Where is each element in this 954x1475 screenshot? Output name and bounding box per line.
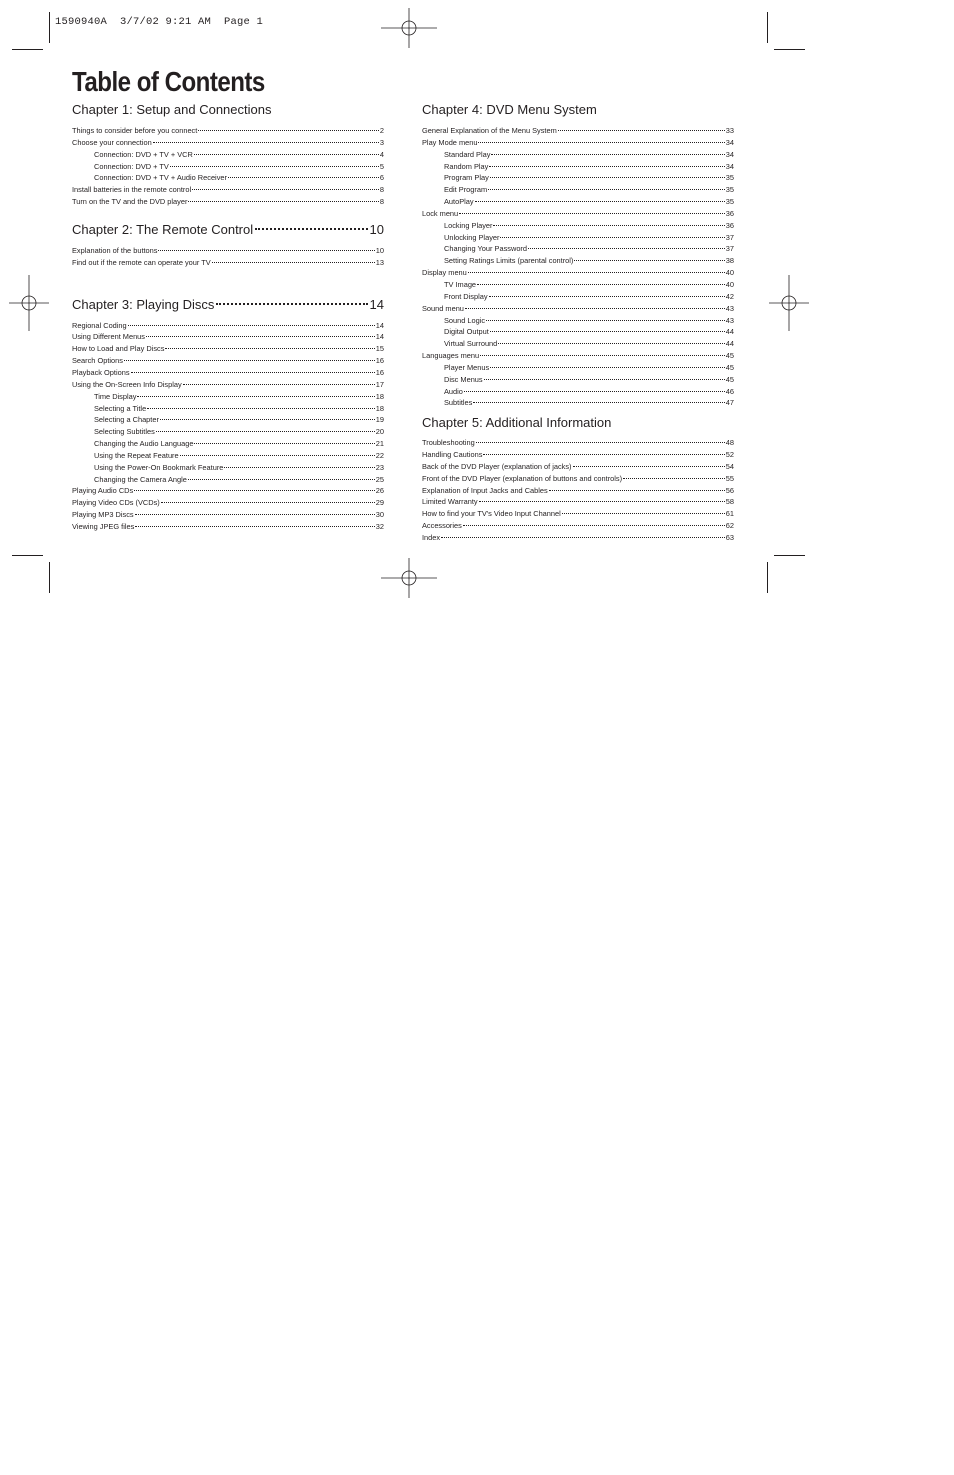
chapter-1-section xyxy=(72,100,384,208)
leader-dots xyxy=(464,391,725,392)
toc-entry-page: 33 xyxy=(725,126,734,135)
toc-entry[interactable] xyxy=(422,303,734,315)
toc-entry[interactable] xyxy=(72,379,384,391)
toc-entry-label: Using the On-Screen Info Display xyxy=(72,379,182,389)
toc-entry-page: 43 xyxy=(725,315,734,325)
toc-entry-page: 63 xyxy=(725,533,734,542)
toc-entry-label: Turn on the TV and the DVD player xyxy=(72,197,188,207)
toc-entry-label: Standard Play xyxy=(444,149,491,159)
toc-entry-page: 14 xyxy=(375,332,384,342)
toc-entry[interactable] xyxy=(422,137,734,149)
toc-entry-page: 35 xyxy=(725,173,734,183)
toc-entry-label: AutoPlay xyxy=(444,197,474,207)
leader-dots xyxy=(198,130,379,131)
toc-entry-label: Random Play xyxy=(444,161,489,171)
toc-entry[interactable] xyxy=(72,331,384,343)
toc-entry-page: 8 xyxy=(379,185,384,195)
leader-dots xyxy=(146,336,375,337)
leader-dots xyxy=(147,408,375,409)
leader-dots xyxy=(183,384,375,385)
toc-entry-label: Display menu xyxy=(422,268,467,278)
toc-entry[interactable] xyxy=(422,485,734,497)
toc-entry-page: 21 xyxy=(375,439,384,449)
toc-entry-label: TV Image xyxy=(444,279,477,289)
toc-entry-label: Audio xyxy=(444,386,463,396)
leader-dots xyxy=(500,237,724,238)
toc-entry[interactable] xyxy=(72,509,384,521)
toc-entry[interactable] xyxy=(422,172,734,184)
toc-entry[interactable] xyxy=(422,196,734,208)
toc-entry[interactable] xyxy=(422,508,734,520)
leader-dots xyxy=(465,308,725,309)
toc-entry-label: Edit Program xyxy=(444,185,488,195)
toc-entry-label: Front of the DVD Player (explanation of buttons and controls) xyxy=(422,473,623,483)
toc-entry[interactable] xyxy=(422,461,734,473)
chapter-2-section xyxy=(72,220,384,269)
leader-dots xyxy=(153,142,379,143)
toc-entry-label: Time Display xyxy=(94,391,137,401)
registration-mark-icon xyxy=(381,550,437,606)
toc-entry-label: Front Display xyxy=(444,291,488,301)
leader-dots xyxy=(491,154,724,155)
toc-entry[interactable] xyxy=(72,485,384,497)
chapter-heading-label: Chapter 3: Playing Discs xyxy=(72,296,215,312)
leader-dots xyxy=(135,526,374,527)
toc-entry-page: 36 xyxy=(725,208,734,218)
toc-entry[interactable] xyxy=(72,320,384,332)
toc-entry[interactable] xyxy=(422,362,734,374)
toc-entry-page: 17 xyxy=(375,379,384,389)
leader-dots xyxy=(212,262,375,263)
toc-entry-page: 23 xyxy=(375,462,384,472)
toc-entry-label: Locking Player xyxy=(444,220,493,230)
toc-entry-label: Explanation of the buttons xyxy=(72,245,158,255)
leader-dots xyxy=(493,225,724,226)
toc-entry-label: Disc Menus xyxy=(444,374,483,384)
toc-entry-label: Things to consider before you connect xyxy=(72,126,198,135)
toc-entry[interactable] xyxy=(422,161,734,173)
toc-entry[interactable] xyxy=(72,438,384,450)
toc-entry-label: Connection: DVD + TV + Audio Receiver xyxy=(94,173,227,183)
toc-entry-page: 26 xyxy=(375,486,384,496)
toc-entry-label: Install batteries in the remote control xyxy=(72,185,192,195)
toc-entry-label: Handling Cautions xyxy=(422,450,483,460)
toc-entry[interactable] xyxy=(72,474,384,486)
toc-entry-label: Selecting Subtitles xyxy=(94,427,155,437)
leader-dots xyxy=(489,296,725,297)
toc-entry-page: 16 xyxy=(375,356,384,366)
toc-entry[interactable] xyxy=(72,403,384,415)
registration-mark-icon xyxy=(381,0,437,56)
toc-entry-page: 45 xyxy=(725,362,734,372)
toc-entry-label: Sound Logic xyxy=(444,315,486,325)
toc-right-column xyxy=(422,100,734,544)
toc-entry[interactable] xyxy=(422,220,734,232)
toc-entry[interactable] xyxy=(422,473,734,485)
toc-entry[interactable] xyxy=(72,391,384,403)
toc-entry[interactable] xyxy=(72,450,384,462)
toc-entry-page: 43 xyxy=(725,303,734,313)
leader-dots xyxy=(562,513,725,514)
leader-dots xyxy=(441,537,725,538)
leader-dots xyxy=(484,379,725,380)
chapter-heading xyxy=(422,100,734,120)
toc-entry[interactable] xyxy=(422,279,734,291)
toc-entry-label: Using the Power-On Bookmark Feature xyxy=(94,462,224,472)
toc-entry-page: 44 xyxy=(725,339,734,349)
chapter-3-section xyxy=(72,295,384,533)
leader-dots xyxy=(459,213,725,214)
leader-dots xyxy=(498,343,724,344)
toc-entry-page: 54 xyxy=(725,461,734,471)
toc-entry-label: Using Different Menus xyxy=(72,332,145,342)
leader-dots xyxy=(483,454,724,455)
leader-dots xyxy=(135,514,375,515)
leader-dots xyxy=(463,525,725,526)
toc-entry-page: 36 xyxy=(725,220,734,230)
leader-dots xyxy=(158,250,374,251)
toc-entry-page: 34 xyxy=(725,161,734,171)
toc-entry-label: Index xyxy=(422,533,441,542)
toc-entry[interactable] xyxy=(422,449,734,461)
leader-dots xyxy=(549,490,725,491)
toc-entry-page: 30 xyxy=(375,510,384,520)
toc-entry[interactable] xyxy=(422,520,734,532)
toc-entry[interactable] xyxy=(422,267,734,279)
chapter-heading-label: Chapter 1: Setup and Connections xyxy=(72,102,272,117)
toc-entry[interactable] xyxy=(72,355,384,367)
toc-entry-page: 13 xyxy=(375,257,384,267)
leader-dots xyxy=(180,455,375,456)
leader-dots xyxy=(478,142,724,143)
crop-mark xyxy=(12,555,43,556)
leader-dots xyxy=(156,431,375,432)
leader-dots xyxy=(490,367,725,368)
toc-entry-page: 40 xyxy=(725,268,734,278)
toc-entry-page: 22 xyxy=(375,450,384,460)
toc-entry-label: Unlocking Player xyxy=(444,232,500,242)
toc-entry-page: 58 xyxy=(725,497,734,507)
toc-entry-page: 6 xyxy=(379,173,384,183)
toc-entry[interactable] xyxy=(422,386,734,398)
toc-entry-label: Setting Ratings Limits (parental control) xyxy=(444,256,574,266)
toc-entry-label: Explanation of Input Jacks and Cables xyxy=(422,485,548,495)
toc-entry-label: Lock menu xyxy=(422,208,459,218)
toc-entry[interactable] xyxy=(422,374,734,386)
toc-entry-label: Playing Audio CDs xyxy=(72,486,134,496)
toc-entry-label: General Explanation of the Menu System xyxy=(422,126,557,135)
toc-entry-label: Playing Video CDs (VCDs) xyxy=(72,498,160,508)
chapter-5-section xyxy=(422,413,734,544)
toc-entry-page: 52 xyxy=(725,450,734,460)
toc-entry-page: 34 xyxy=(725,137,734,147)
toc-entry-page: 48 xyxy=(725,438,734,448)
leader-dots xyxy=(192,189,379,190)
toc-entry-label: Choose your connection xyxy=(72,137,152,147)
toc-entry-page: 18 xyxy=(375,403,384,413)
leader-dots xyxy=(161,502,375,503)
leader-dots xyxy=(488,189,725,190)
toc-entry-page: 34 xyxy=(725,149,734,159)
chapter-page-number: 14 xyxy=(369,296,384,312)
crop-mark xyxy=(49,562,50,593)
toc-entry-label: Connection: DVD + TV xyxy=(94,161,169,171)
leader-dots xyxy=(475,201,725,202)
leader-dots xyxy=(124,360,375,361)
toc-entry[interactable] xyxy=(72,161,384,173)
toc-entry-label: Search Options xyxy=(72,356,123,366)
leader-dots xyxy=(228,177,379,178)
toc-entry[interactable] xyxy=(422,125,734,137)
toc-entry-page: 8 xyxy=(379,197,384,207)
toc-entry-label: Languages menu xyxy=(422,351,480,361)
chapter-4-section xyxy=(422,100,734,409)
toc-entry-label: Changing the Camera Angle xyxy=(94,474,187,484)
toc-entry[interactable] xyxy=(422,326,734,338)
toc-entry-label: Limited Warranty xyxy=(422,497,478,507)
toc-entry-label: Back of the DVD Player (explanation of jacks) xyxy=(422,461,572,471)
toc-entry[interactable] xyxy=(422,184,734,196)
toc-entry-page: 32 xyxy=(375,521,384,531)
leader-dots xyxy=(490,177,725,178)
toc-entry-list xyxy=(72,320,384,533)
toc-entry[interactable] xyxy=(422,397,734,409)
toc-entry[interactable] xyxy=(422,496,734,508)
toc-entry[interactable] xyxy=(422,208,734,220)
leader-dots xyxy=(468,272,725,273)
toc-entry-page: 56 xyxy=(725,485,734,495)
toc-entry[interactable] xyxy=(72,245,384,257)
toc-entry-label: Playing MP3 Discs xyxy=(72,510,134,520)
toc-entry-label: Troubleshooting xyxy=(422,438,475,448)
toc-entry[interactable] xyxy=(72,343,384,355)
registration-mark-icon xyxy=(1,275,57,331)
leader-dots xyxy=(489,166,724,167)
leader-dots xyxy=(490,331,725,332)
toc-entry[interactable] xyxy=(72,125,384,137)
toc-entry-page: 38 xyxy=(725,256,734,266)
toc-entry-label: Player Menus xyxy=(444,362,490,372)
toc-entry-page: 45 xyxy=(725,374,734,384)
toc-entry-label: Playback Options xyxy=(72,367,130,377)
toc-entry-page: 4 xyxy=(379,149,384,159)
leader-dots xyxy=(131,372,375,373)
toc-entry[interactable] xyxy=(72,196,384,208)
toc-entry-label: Changing Your Password xyxy=(444,244,527,254)
toc-entry-label: Virtual Surround xyxy=(444,339,498,349)
toc-entry-page: 15 xyxy=(375,344,384,354)
leader-dots xyxy=(255,228,367,230)
chapter-heading-label: Chapter 4: DVD Menu System xyxy=(422,102,597,117)
leader-dots xyxy=(479,501,725,502)
toc-entry-page: 2 xyxy=(379,126,384,135)
leader-dots xyxy=(188,201,378,202)
crop-mark xyxy=(767,12,768,43)
toc-entry-page: 19 xyxy=(375,415,384,425)
toc-entry-page: 18 xyxy=(375,391,384,401)
toc-entry-page: 35 xyxy=(725,185,734,195)
toc-entry-label: Play Mode menu xyxy=(422,137,478,147)
toc-entry-page: 40 xyxy=(725,279,734,289)
toc-entry-label: Regional Coding xyxy=(72,320,127,330)
toc-entry[interactable] xyxy=(72,497,384,509)
crop-mark xyxy=(767,562,768,593)
toc-entry-page: 16 xyxy=(375,367,384,377)
toc-entry-page: 37 xyxy=(725,244,734,254)
toc-entry-label: How to find your TV's Video Input Channel xyxy=(422,509,561,519)
toc-entry[interactable] xyxy=(422,350,734,362)
toc-entry-page: 46 xyxy=(725,386,734,396)
toc-entry[interactable] xyxy=(422,338,734,350)
toc-entry[interactable] xyxy=(422,532,734,544)
toc-entry-list xyxy=(422,125,734,409)
toc-entry[interactable] xyxy=(422,232,734,244)
leader-dots xyxy=(486,320,725,321)
leader-dots xyxy=(216,303,367,305)
toc-entry-page: 45 xyxy=(725,351,734,361)
toc-entry-list xyxy=(422,437,734,544)
toc-entry-label: Using the Repeat Feature xyxy=(94,450,179,460)
toc-entry-label: Find out if the remote can operate your TV xyxy=(72,257,211,267)
leader-dots xyxy=(188,479,375,480)
toc-entry[interactable] xyxy=(422,315,734,327)
toc-entry-page: 10 xyxy=(375,245,384,255)
toc-entry-page: 62 xyxy=(725,521,734,531)
toc-entry[interactable] xyxy=(72,184,384,196)
toc-entry[interactable] xyxy=(72,426,384,438)
chapter-page-number: 10 xyxy=(369,221,384,237)
chapter-heading xyxy=(422,413,734,433)
toc-entry-label: Program Play xyxy=(444,173,489,183)
leader-dots xyxy=(473,402,724,403)
crop-mark xyxy=(774,49,805,50)
chapter-heading-label: Chapter 5: Additional Information xyxy=(422,415,612,431)
toc-entry-label: Connection: DVD + TV + VCR xyxy=(94,149,193,159)
leader-dots xyxy=(528,248,725,249)
toc-entry-list xyxy=(72,125,384,208)
toc-entry[interactable] xyxy=(72,257,384,269)
toc-entry-page: 14 xyxy=(375,320,384,330)
leader-dots xyxy=(476,442,725,443)
toc-entry-page: 47 xyxy=(725,398,734,408)
registration-mark-icon xyxy=(761,275,817,331)
crop-mark xyxy=(12,49,43,50)
toc-entry-page: 20 xyxy=(375,427,384,437)
toc-entry-page: 5 xyxy=(379,161,384,171)
toc-entry[interactable] xyxy=(422,255,734,267)
leader-dots xyxy=(573,466,725,467)
leader-dots xyxy=(224,467,374,468)
toc-entry-page: 37 xyxy=(725,232,734,242)
toc-entry-label: Changing the Audio Language xyxy=(94,439,194,449)
leader-dots xyxy=(574,260,724,261)
crop-mark xyxy=(774,555,805,556)
toc-entry[interactable] xyxy=(422,149,734,161)
toc-entry[interactable] xyxy=(72,137,384,149)
toc-entry[interactable] xyxy=(72,521,384,533)
toc-entry[interactable] xyxy=(422,243,734,255)
toc-entry-page: 35 xyxy=(725,197,734,207)
leader-dots xyxy=(165,348,374,349)
leader-dots xyxy=(623,478,725,479)
toc-entry[interactable] xyxy=(72,172,384,184)
print-slug: 1590940A 3/7/02 9:21 AM Page 1 xyxy=(55,16,264,28)
page-title: Table of Contents xyxy=(72,66,265,97)
crop-mark xyxy=(49,12,50,43)
leader-dots xyxy=(194,154,379,155)
leader-dots xyxy=(128,325,375,326)
toc-entry-page: 29 xyxy=(375,498,384,508)
toc-entry-page: 61 xyxy=(725,509,734,519)
toc-entry-label: Selecting a Title xyxy=(94,403,147,413)
leader-dots xyxy=(477,284,725,285)
toc-entry[interactable] xyxy=(72,367,384,379)
toc-entry[interactable] xyxy=(72,462,384,474)
chapter-heading xyxy=(72,100,384,120)
chapter-heading xyxy=(72,295,384,315)
toc-entry-page: 44 xyxy=(725,327,734,337)
toc-entry-label: Selecting a Chapter xyxy=(94,415,159,425)
toc-left-column xyxy=(72,100,384,533)
leader-dots xyxy=(160,419,375,420)
toc-entry-label: Sound menu xyxy=(422,303,464,313)
toc-entry-label: Digital Output xyxy=(444,327,489,337)
toc-entry-page: 25 xyxy=(375,474,384,484)
toc-entry[interactable] xyxy=(422,437,734,449)
toc-entry-label: How to Load and Play Discs xyxy=(72,344,165,354)
leader-dots xyxy=(170,166,379,167)
toc-entry[interactable] xyxy=(72,414,384,426)
toc-entry-page: 42 xyxy=(725,291,734,301)
toc-entry[interactable] xyxy=(422,291,734,303)
toc-entry-page: 3 xyxy=(379,137,384,147)
toc-entry-label: Viewing JPEG files xyxy=(72,521,135,531)
leader-dots xyxy=(558,130,725,131)
leader-dots xyxy=(480,355,725,356)
toc-entry-label: Subtitles xyxy=(444,398,473,408)
toc-entry-page: 55 xyxy=(725,473,734,483)
leader-dots xyxy=(137,396,374,397)
chapter-heading xyxy=(72,220,384,240)
toc-entry-label: Accessories xyxy=(422,521,462,531)
chapter-heading-label: Chapter 2: The Remote Control xyxy=(72,221,254,237)
leader-dots xyxy=(194,443,374,444)
toc-entry[interactable] xyxy=(72,149,384,161)
toc-entry-list xyxy=(72,245,384,269)
leader-dots xyxy=(134,490,375,491)
